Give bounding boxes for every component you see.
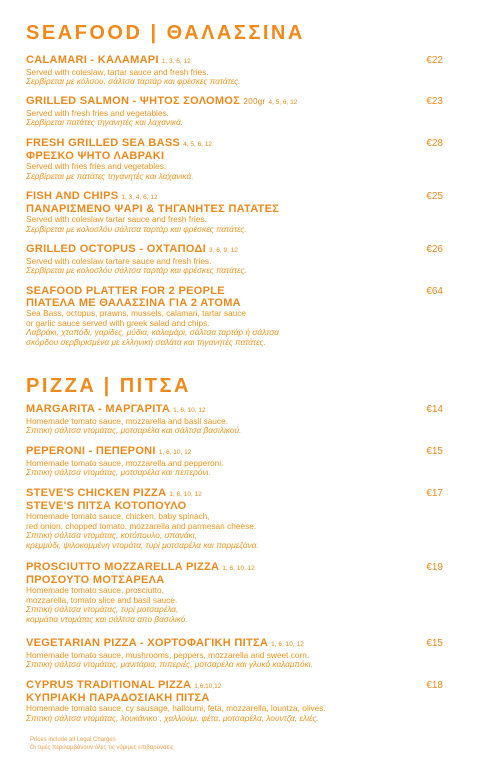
item-description: Homemade tomato sauce, prosciutto,: [26, 585, 164, 595]
item-price: €19: [426, 562, 443, 573]
item-description: Homemade tomato sauce, cy sausage, halloumi, feta, mozzarella, lountza, olives.: [26, 703, 326, 713]
allergen-codes: 1, 3, 4, 6, 12: [121, 194, 158, 201]
item-description-greek: Σερβίρεται με κολοσλόυ σάλτσα ταρτάρ και φρέσκες πατάτες.: [26, 265, 247, 275]
item-name: STEVE'S CHICKEN PIZZA: [26, 487, 167, 499]
menu-item-grilled-octopus: [26, 243, 443, 276]
item-description-line2: mozzarella, tomato slice and basil sauce.: [26, 594, 178, 605]
item-description: Served with coleslaw tartare sauce and fresh fries.: [26, 255, 212, 266]
allergen-codes: 1, 6, 10, 12: [173, 407, 206, 414]
menu-item-steves-chicken-pizza: [26, 487, 443, 550]
item-description-greek: Λαβράκι, χταπόδι, γαρίδες, μύδια, καλαμάρι, σάλτσα ταρτάρ ή σάλτσα: [26, 327, 279, 337]
item-price: €18: [426, 680, 443, 691]
item-description-greek: Σερβίρεται με κόλσου, σάλτσα ταρτάρ και φρέσκες πατάτες.: [26, 76, 241, 86]
item-name: VEGETARIAN PIZZA - ΧΟΡΤΟΦΑΓΙΚΗ ΠΙΤΣΑ: [26, 637, 269, 649]
allergen-codes: 1, 6, 10, 12: [271, 641, 304, 648]
item-name: PEPERONI - ΠΕΠΕΡΟΝΙ: [26, 445, 156, 457]
menu-item-sea-bass: [26, 137, 443, 181]
item-description-greek: Σπιτική σάλτσα ντομάτας, λουκάνικο , χαλλούμι, φέτα, μοτσαρέλα, λουντζα, ελιές.: [26, 712, 319, 723]
menu-item-fish-and-chips: [26, 190, 443, 234]
item-description-greek-line2: κρεμμύδι, ψιλοκομμένη ντομάτα, τυρί μοτσαρέλα και παρμεζάνα.: [26, 539, 259, 550]
item-name-greek: ΠΡΟΣΟΥΤΟ ΜΟΤΣΑΡΕΛΑ: [26, 573, 165, 586]
item-description: Homemade tomato sauce, mushrooms, peppers, mozzarella and sweet corn.: [26, 649, 310, 660]
item-description-greek: Σπιτική σάλτσα ντομάτας, μοτσαρέλα και σάλτσα βασιλικού.: [26, 425, 242, 435]
allergen-codes: 4, 5, 6, 12: [183, 141, 213, 148]
menu-item-vegetarian-pizza: [26, 637, 443, 670]
allergen-codes: 1,6,10,12: [194, 683, 222, 690]
item-price: €28: [426, 138, 443, 149]
item-name: PROSCIUTTO MOZZARELLA PIZZA: [26, 561, 220, 573]
seafood-section-title: SEAFOOD | ΘΑΛΑΣΣΙΝΑ: [26, 22, 305, 44]
menu-item-seafood-platter: [26, 285, 443, 347]
item-description-greek-line2: κομμάτια ντομάτας και σάλτσα απο βασιλικό.: [26, 613, 188, 624]
item-name-greek: ΦΡΕΣΚΟ ΨΗΤΟ ΛΑΒΡΑΚΙ: [26, 149, 165, 162]
item-description: Homemade tomato sauce, mozzarella and pepperoni.: [26, 457, 224, 468]
item-name: GRILLED OCTOPUS - ΟΧΤΑΠΟΔΙ: [26, 243, 207, 255]
item-name: CALAMARI - ΚΑΛΑΜΑΡΙ: [26, 54, 159, 66]
allergen-codes: 1, 6, 10, 12: [222, 565, 255, 572]
menu-item-cyprus-traditional-pizza: [26, 679, 443, 723]
footer-note-english: Prices include all Legal Charges: [30, 737, 116, 743]
allergen-codes: 1, 6, 10, 12: [169, 491, 202, 498]
item-name-greek: ΠΙΑΤΕΛΑ ΜΕ ΘΑΛΑΣΣΙΝΑ ΓΙΑ 2 ΑΤΟΜΑ: [26, 296, 241, 309]
allergen-codes: 3, 6, 9, 12: [209, 247, 238, 254]
item-description-greek-line2: σκόρδου σερβιρισμένα με ελληνική σαλάτα και τηγανητές πατάτες.: [26, 336, 266, 347]
menu-item-prosciutto-mozzarella: [26, 561, 443, 624]
item-price: €26: [426, 244, 443, 255]
item-description: Served with coleslaw tartar sauce and fresh fries.: [26, 214, 207, 224]
item-price: €15: [426, 638, 443, 649]
item-price: €17: [426, 488, 443, 499]
item-description-line2: red onion, chopped tomato, mozzarella and parmesan cheese.: [26, 520, 257, 531]
item-name: FRESH GRILLED SEA BASS: [26, 137, 181, 149]
pizza-section-title: PIZZA | ΠΙΤΣΑ: [26, 375, 191, 397]
item-name-greek: ΚΥΠΡΙΑΚΗ ΠΑΡΑΔΟΣΙΑΚΗ ΠΙΤΣΑ: [26, 691, 210, 704]
item-description-line2: or garlic sauce served with greek salad and chips.: [26, 317, 210, 328]
item-name: FISH AND CHIPS: [26, 190, 119, 202]
item-name-greek: STEVE'S ΠΙΤΣΑ ΚΟΤΟΠΟΥΛΟ: [26, 499, 187, 512]
item-description-greek: Σερβίρεται με πατάτες τηγανητές και λαχανικά.: [26, 170, 194, 181]
item-description-greek: Σπιτική σάλτσα ντομάτας, τυρί μοτσαρέλα,: [26, 604, 179, 614]
item-name: GRILLED SALMON - ΨΗΤΟΣ ΣΟΛΟΜΟΣ: [26, 95, 241, 107]
item-price: €25: [426, 191, 443, 202]
item-description-greek: Σπιτική σάλτσα ντομάτας, κοτόπουλο, σπανάκι,: [26, 530, 197, 540]
item-description: Served with fresh fries and vegetables.: [26, 107, 169, 118]
item-description-greek: Σερβίρεται πατάτες τηγανητές και λαχανικά.: [26, 117, 184, 127]
item-description: Sea Bass, octopus, prawns, mussels, calamari, tartar sauce: [26, 308, 246, 318]
allergen-codes: 4, 5, 6, 12: [268, 99, 298, 106]
item-name: CYPRUS TRADITIONAL PIZZA: [26, 679, 192, 691]
item-description: Served with fries fries and vegetables.: [26, 161, 167, 171]
footer-note-greek: Οι τιμές περιλαμβάνουν όλες τις νόμιμες επιβαρύνσεις: [30, 744, 174, 751]
item-description: Homemade tomato sauce, chicken, baby spinach,: [26, 511, 210, 521]
item-weight: 200gr: [243, 97, 266, 106]
item-name-greek: ΠΑΝΑΡΙΣΜΕΝΟ ΨΑΡΙ & ΤΗΓΑΝΗΤΕΣ ΠΑΤΑΤΕΣ: [26, 202, 280, 215]
item-description: Homemade tomato sauce, mozzarella and basil sauce.: [26, 415, 228, 426]
item-description-greek: Σπιτική σάλτσα ντομάτας, μανιτάρια, πιπεριές, μοτσαρέλα και γλυκό καλαμπόκι.: [26, 659, 313, 669]
menu-item-grilled-salmon: [26, 95, 443, 128]
allergen-codes: 1, 6, 10, 12: [158, 449, 192, 456]
item-description-greek: Σπιτική σάλτσα ντομάτας, μοτσαρέλα και πεπερόνι.: [26, 467, 211, 477]
footer-note: [30, 737, 174, 752]
item-price: €64: [426, 286, 443, 297]
item-price: €23: [426, 96, 443, 107]
item-name: MARGARITA - ΜΑΡΓΑΡΙΤΑ: [26, 403, 171, 415]
item-price: €22: [426, 55, 443, 66]
item-description: Served with coleslaw, tartar sauce and fresh fries.: [26, 66, 209, 77]
item-description-greek: Σερβίρεται με κολοσλόυ σάλτσα ταρτάρ και φρέσκες πατάτες.: [26, 223, 247, 234]
item-name: SEAFOOD PLATTER FOR 2 PEOPLE: [26, 285, 225, 297]
menu-item-peperoni: [26, 445, 443, 478]
item-price: €15: [426, 446, 443, 457]
item-price: €14: [426, 404, 443, 415]
menu-item-margarita: [26, 403, 443, 436]
allergen-codes: 1, 3, 6, 12: [161, 58, 191, 65]
menu-item-calamari: [26, 54, 443, 87]
